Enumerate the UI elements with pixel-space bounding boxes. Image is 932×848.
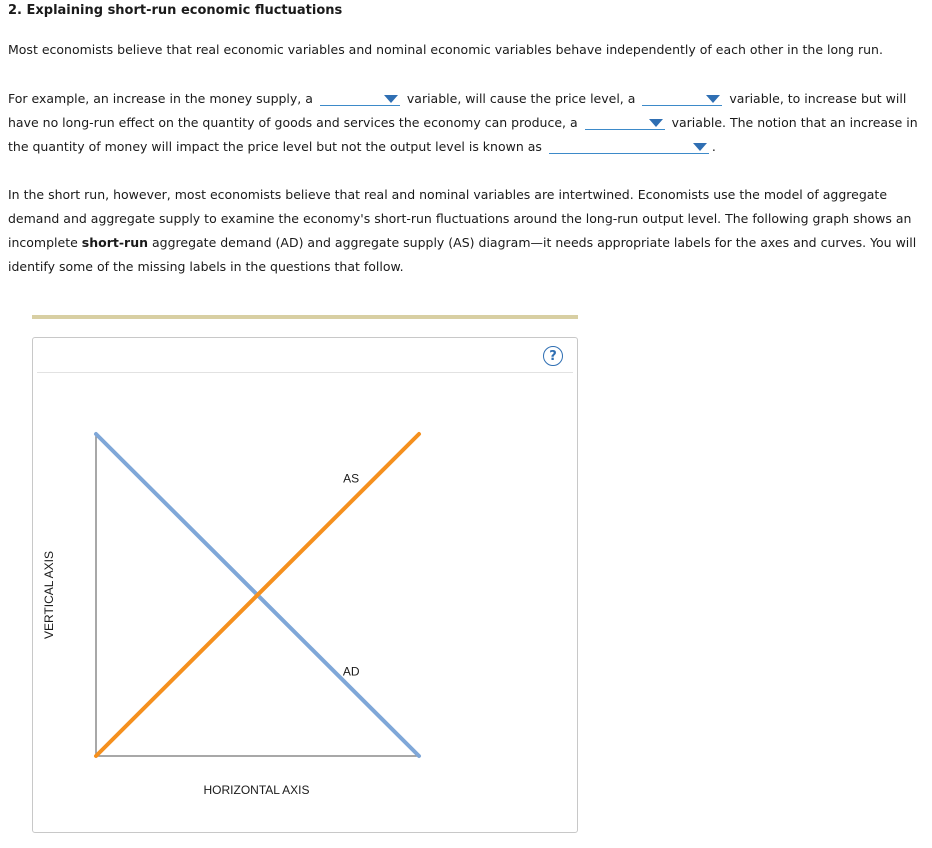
bold-short-run-text: short-run — [81, 235, 148, 250]
dropdown-arrow-icon — [384, 95, 398, 103]
fill-in-paragraph — [8, 87, 924, 159]
ad-curve-label: AD — [342, 664, 360, 679]
question-title: 2. Explaining short-run economic fluctuations — [8, 3, 343, 18]
notion-name-dropdown[interactable] — [549, 139, 709, 154]
text-segment: aggregate demand (AD) and aggregate supply (AS) diagram—it needs appropriate labels for the axes and curves. You will identify some of the missing labels in the questions that follow. — [8, 235, 917, 274]
text-segment: . — [711, 139, 716, 154]
horizontal-axis-label: HORIZONTAL AXIS — [203, 783, 310, 797]
help-icon[interactable]: ? — [543, 346, 563, 366]
text-segment: variable. The notion that an increase in the quantity of money will impact the price level but not the output level is known as — [8, 115, 918, 154]
text-segment: variable, to increase but will have no long-run effect on the quantity of goods and services the economy can produce, a — [8, 91, 907, 130]
output-variable-dropdown[interactable] — [585, 115, 665, 130]
dropdown-arrow-icon — [706, 95, 720, 103]
as-curve-label: AS — [343, 471, 360, 486]
intro-paragraph: Most economists believe that real economic variables and nominal economic variables behave independently of each other in the long run. — [8, 42, 883, 57]
series-layer — [96, 434, 419, 756]
money-supply-variable-dropdown[interactable] — [320, 91, 400, 106]
vertical-axis-label: VERTICAL AXIS — [42, 550, 56, 640]
dropdown-arrow-icon — [693, 143, 707, 151]
short-run-paragraph — [8, 183, 924, 279]
text-segment: For example, an increase in the money supply, a — [8, 91, 313, 106]
ad-as-chart — [33, 338, 577, 832]
dropdown-arrow-icon — [649, 119, 663, 127]
text-segment: variable, will cause the price level, a — [406, 91, 636, 106]
graph-panel — [32, 337, 578, 833]
text-segment: In the short run, however, most economists believe that real and nominal variables are intertwined. Economists use the model of aggregate demand and aggregate supply to examine the economy's short-run fluctuations around the long-run output level. The following graph shows an incomplete — [8, 187, 912, 250]
price-level-variable-dropdown[interactable] — [642, 91, 722, 106]
section-divider — [32, 315, 578, 319]
